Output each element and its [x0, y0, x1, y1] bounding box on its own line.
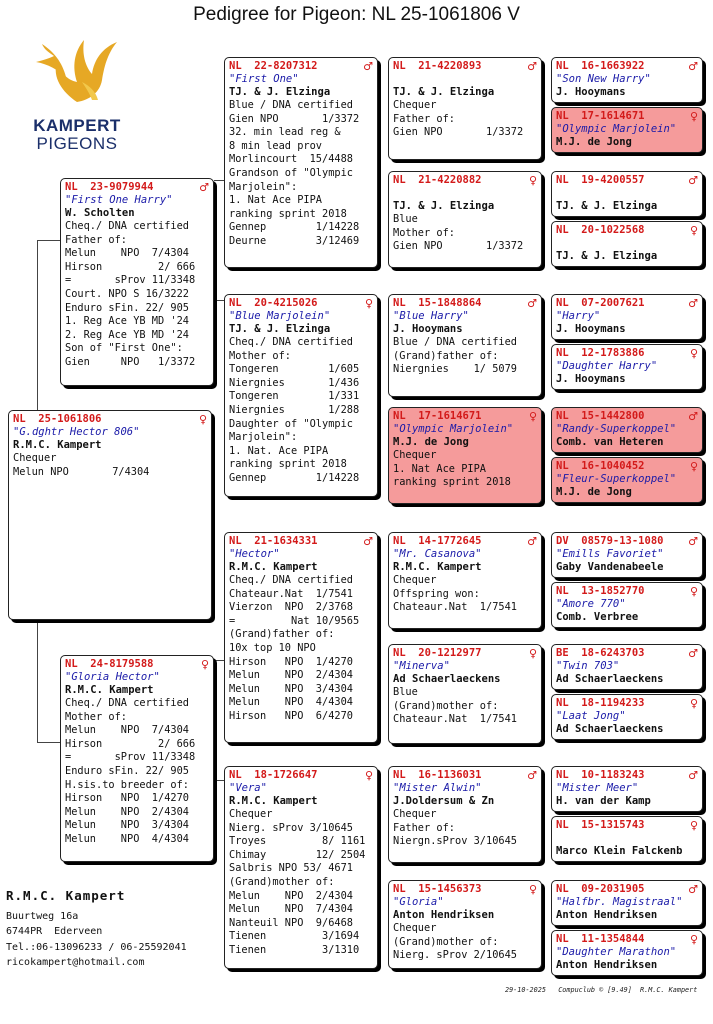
ring-number: NL 18-1726647 — [229, 769, 318, 781]
breeder-name: TJ. & J. Elzinga — [393, 86, 495, 98]
pigeon-info-line: Marjolein": — [229, 431, 298, 444]
pigeon-name: "First One Harry" — [65, 194, 173, 206]
sex-symbol-icon: ♀ — [200, 658, 209, 671]
pigeon-card[interactable] — [551, 816, 703, 862]
logo-text-kampert: KAMPERT — [33, 116, 121, 135]
pigeon-name: "Harry" — [556, 310, 601, 322]
pigeon-name: "G.dghtr Hector 806" — [13, 426, 140, 438]
pigeon-info-line: Melun NPO 7/4304 — [229, 903, 353, 916]
pigeon-card[interactable] — [388, 644, 542, 744]
card-header — [556, 297, 698, 310]
ring-number: NL 15-1315743 — [556, 819, 645, 831]
sex-symbol-icon: ♀ — [689, 110, 698, 123]
card-header — [65, 658, 209, 671]
pigeon-info-line: Father of: — [393, 112, 455, 125]
pigeon-card[interactable] — [551, 644, 703, 690]
ring-number: NL 14-1772645 — [393, 535, 482, 547]
pigeon-info-line: Blue / DNA certified — [229, 99, 353, 111]
card-header — [393, 174, 537, 187]
pigeon-name: "Mister Meer" — [556, 782, 639, 794]
breeder-name: J. Hooymans — [556, 323, 626, 335]
card-header — [393, 297, 537, 310]
connector-line — [37, 620, 38, 742]
pigeon-info-line: Tienen 3/1310 — [229, 943, 360, 956]
breeder-name: R.M.C. Kampert — [393, 561, 482, 573]
ring-number: NL 24-8179588 — [65, 658, 154, 670]
card-header — [65, 181, 209, 194]
owner-address-line: 6744PR Ederveen — [6, 926, 103, 938]
breeder-name: W. Scholten — [65, 207, 135, 219]
pigeon-info-line: Gennep 1/14228 — [229, 221, 360, 234]
pigeon-info-line: Chequer — [13, 452, 57, 464]
pigeon-info-line: Chequer — [393, 449, 437, 461]
connector-line — [214, 180, 224, 181]
pigeon-info-line: Troyes 8/ 1161 — [229, 835, 366, 848]
breeder-name: J. Hooymans — [556, 373, 626, 385]
ring-number: DV 08579-13-1080 — [556, 535, 664, 547]
breeder-name: Anton Hendriksen — [393, 909, 495, 921]
pigeon-card[interactable] — [60, 178, 214, 386]
pigeon-card[interactable] — [224, 532, 378, 743]
pigeon-info-line: Chequer — [393, 99, 437, 111]
pigeon-card[interactable] — [388, 766, 542, 863]
pigeon-name: "Mr. Casanova" — [393, 548, 482, 560]
pigeon-name: "Randy-Superkoppel" — [556, 423, 677, 435]
pigeon-info-line: Chateaur.Nat 1/7541 — [229, 587, 353, 600]
connector-line — [37, 240, 61, 241]
pigeon-info-line: (Grand)mother of: — [393, 699, 499, 712]
pigeon-name: "Halfbr. Magistraal" — [556, 896, 683, 908]
pigeon-info-line: = sProv 11/3348 — [65, 274, 196, 287]
footer-credit: 29-10-2025 Compuclub © [9.49] R.M.C. Kampert — [505, 986, 698, 994]
pigeon-info-line: Chequer — [393, 808, 437, 820]
pigeon-name: "Son New Harry" — [556, 73, 651, 85]
ring-number: NL 16-1040452 — [556, 460, 645, 472]
breeder-name: Anton Hendriksen — [556, 909, 658, 921]
connector-line — [214, 300, 224, 301]
card-header — [393, 647, 537, 660]
sex-symbol-icon: ♀ — [198, 413, 207, 426]
ring-number: NL 16-1663922 — [556, 60, 645, 72]
pigeon-name: "Laat Jong" — [556, 710, 626, 722]
sex-symbol-icon: ♂ — [199, 181, 209, 194]
pigeon-name: "Amore 770" — [556, 598, 626, 610]
breeder-name: M.J. de Jong — [393, 436, 469, 448]
breeder-name: Ad Schaerlaeckens — [393, 673, 501, 685]
pigeon-info-line: Chimay 12/ 2504 — [229, 848, 366, 861]
sex-symbol-icon: ♀ — [528, 174, 537, 187]
pigeon-name: "Olympic Marjolein" — [393, 423, 514, 435]
pigeon-info-line: Tongeren 1/331 — [229, 390, 360, 403]
pigeon-name: "Fleur-Superkoppel" — [556, 473, 677, 485]
card-header — [229, 297, 373, 310]
ring-number: NL 07-2007621 — [556, 297, 645, 309]
pigeon-name: "Gloria" — [393, 896, 444, 908]
sex-symbol-icon: ♂ — [688, 410, 698, 423]
pigeon-info-line: Cheq./ DNA certified — [229, 336, 353, 348]
pigeon-card[interactable] — [388, 294, 542, 397]
sex-symbol-icon: ♀ — [689, 697, 698, 710]
pigeon-card[interactable] — [551, 582, 703, 628]
sex-symbol-icon: ♀ — [689, 933, 698, 946]
pigeon-name-empty — [393, 187, 537, 200]
breeder-name: Comb. van Heteren — [556, 436, 664, 448]
sex-symbol-icon: ♀ — [689, 819, 698, 832]
card-header — [393, 60, 537, 73]
card-header — [556, 110, 698, 123]
pigeon-info-line: Gien NPO 1/3372 — [393, 240, 524, 253]
pigeon-card[interactable] — [551, 930, 703, 976]
sex-symbol-icon: ♂ — [688, 647, 698, 660]
pigeon-name: "Blue Harry" — [393, 310, 469, 322]
pigeon-info-line: Melun NPO 3/4304 — [65, 819, 189, 832]
breeder-name: TJ. & J. Elzinga — [556, 250, 658, 262]
pigeon-info-line: Marjolein": — [229, 180, 298, 193]
pigeon-info-line: Cheq./ DNA certified — [229, 574, 353, 586]
pigeon-info-line: Court. NPO S 16/3222 — [65, 287, 189, 300]
pigeon-card[interactable] — [60, 655, 214, 862]
ring-number: NL 13-1852770 — [556, 585, 645, 597]
ring-number: NL 12-1783886 — [556, 347, 645, 359]
card-header — [556, 933, 698, 946]
bird-icon — [22, 22, 132, 112]
owner-block — [6, 888, 216, 971]
pigeon-info-line: (Grand)mother of: — [393, 935, 499, 948]
breeder-name: J.Doldersum & Zn — [393, 795, 495, 807]
sex-symbol-icon: ♂ — [688, 60, 698, 73]
pigeon-info-line: Enduro sFin. 22/ 905 — [65, 301, 189, 314]
ring-number: NL 15-1456373 — [393, 883, 482, 895]
sex-symbol-icon: ♂ — [363, 60, 373, 73]
sex-symbol-icon: ♂ — [527, 60, 537, 73]
sex-symbol-icon: ♀ — [528, 410, 537, 423]
pigeon-name: "Minerva" — [393, 660, 450, 672]
card-header — [556, 769, 698, 782]
pigeon-info-line: Hirson 2/ 666 — [65, 737, 196, 750]
pigeon-card[interactable] — [551, 766, 703, 812]
sex-symbol-icon: ♂ — [363, 535, 373, 548]
pigeon-info-line: 1. Nat. Ace PIPA — [229, 444, 329, 457]
sex-symbol-icon: ♂ — [688, 883, 698, 896]
ring-number: NL 19-4200557 — [556, 174, 645, 186]
breeder-name: R.M.C. Kampert — [65, 684, 154, 696]
pigeon-info-line: Chequer — [393, 574, 437, 586]
card-header — [393, 883, 537, 896]
pigeon-info-line: Melun NPO 2/4304 — [229, 669, 353, 682]
pigeon-info-line: 8 min lead prov — [229, 139, 322, 152]
card-header — [556, 585, 698, 598]
sex-symbol-icon: ♂ — [527, 769, 537, 782]
pigeon-info-line: Father of: — [65, 233, 127, 246]
pigeon-name: "Twin 703" — [556, 660, 620, 672]
breeder-name: J. Hooymans — [556, 86, 626, 98]
pigeon-info-line: Hirson NPO 1/4270 — [229, 655, 353, 668]
ring-number: NL 17-1614671 — [556, 110, 645, 122]
pigeon-name-empty — [556, 832, 698, 845]
pigeon-info-line: Chequer — [393, 922, 437, 934]
ring-number: NL 10-1183243 — [556, 769, 645, 781]
pigeon-card[interactable] — [551, 221, 703, 267]
pigeon-card[interactable] — [551, 57, 703, 103]
sex-symbol-icon: ♂ — [688, 535, 698, 548]
pigeon-info-line: Gien NPO 1/3372 — [65, 355, 196, 368]
pigeon-info-line: 2. Reg Ace YB MD '24 — [65, 328, 189, 341]
breeder-name: TJ. & J. Elzinga — [229, 86, 331, 98]
breeder-name: Ad Schaerlaeckens — [556, 723, 664, 735]
ring-number: NL 22-8207312 — [229, 60, 318, 72]
pigeon-info-line: ranking sprint 2018 — [229, 207, 347, 220]
pigeon-name: "Gloria Hector" — [65, 671, 160, 683]
pigeon-info-line: Blue / DNA certified — [393, 336, 517, 348]
pigeon-info-line: Cheq./ DNA certified — [65, 220, 189, 232]
ring-number: NL 15-1442800 — [556, 410, 645, 422]
pigeon-name: "Daughter Marathon" — [556, 946, 677, 958]
pigeon-card[interactable] — [388, 880, 542, 969]
pigeon-card[interactable] — [551, 694, 703, 740]
pigeon-info-line: Son of "First One": — [65, 342, 183, 355]
card-header — [556, 410, 698, 423]
card-header — [393, 769, 537, 782]
pigeon-card[interactable] — [551, 344, 703, 390]
pigeon-info-line: Niergn.sProv 3/10645 — [393, 835, 517, 848]
sex-symbol-icon: ♀ — [364, 297, 373, 310]
pigeon-info-line: = sProv 11/3348 — [65, 751, 196, 764]
sex-symbol-icon: ♂ — [688, 297, 698, 310]
ring-number: NL 21-4220882 — [393, 174, 482, 186]
pigeon-info-line: Blue — [393, 213, 418, 225]
ring-number: NL 21-1634331 — [229, 535, 318, 547]
pigeon-card[interactable] — [551, 107, 703, 153]
pigeon-info-line: Chateaur.Nat 1/7541 — [393, 601, 517, 614]
breeder-name: Ad Schaerlaeckens — [556, 673, 664, 685]
card-header — [556, 819, 698, 832]
pigeon-info-line: Mother of: — [393, 226, 455, 239]
breeder-name: R.M.C. Kampert — [13, 439, 102, 451]
sex-symbol-icon: ♀ — [689, 347, 698, 360]
card-header — [556, 224, 698, 237]
pigeon-name: "Daughter Harry" — [556, 360, 658, 372]
pigeon-card[interactable] — [388, 171, 542, 268]
pigeon-info-line: Melun NPO 7/4304 — [65, 724, 189, 737]
pigeon-name-empty — [556, 237, 698, 250]
sex-symbol-icon: ♂ — [688, 769, 698, 782]
breeder-name: M.J. de Jong — [556, 486, 632, 498]
pigeon-info-line: Melun NPO 2/4304 — [229, 889, 353, 902]
breeder-name: Marco Klein Falckenb — [556, 845, 683, 857]
ring-number: NL 20-4215026 — [229, 297, 318, 309]
pigeon-info-line: Blue — [393, 686, 418, 698]
card-header — [556, 460, 698, 473]
breeder-name: R.M.C. Kampert — [229, 561, 318, 573]
sex-symbol-icon: ♀ — [528, 647, 537, 660]
pigeon-info-line: Hirson NPO 6/4270 — [229, 709, 353, 722]
pigeon-card[interactable] — [551, 532, 703, 578]
ring-number: NL 16-1136031 — [393, 769, 482, 781]
pigeon-card[interactable] — [551, 171, 703, 217]
card-header — [556, 535, 698, 548]
pigeon-info-line: 1. Nat Ace PIPA — [229, 194, 322, 207]
pigeon-info-line: 32. min lead reg & — [229, 126, 341, 139]
breeder-name: Gaby Vandenabeele — [556, 561, 664, 573]
pigeon-info-line: Niergnies 1/ 5079 — [393, 363, 517, 376]
pigeon-info-line: Niergnies 1/436 — [229, 376, 360, 389]
card-header — [556, 60, 698, 73]
pigeon-info-line: Salbris NPO 53/ 4671 — [229, 862, 353, 875]
owner-name: R.M.C. Kampert — [6, 888, 126, 903]
card-header — [229, 60, 373, 73]
card-header — [556, 883, 698, 896]
card-header — [393, 410, 537, 423]
pigeon-info-line: Mother of: — [65, 710, 127, 723]
card-header — [229, 535, 373, 548]
pigeon-info-line: 10x top 10 NPO — [229, 641, 316, 654]
pigeon-info-line: Offspring won: — [393, 587, 480, 600]
ring-number: NL 17-1614671 — [393, 410, 482, 422]
sex-symbol-icon: ♀ — [364, 769, 373, 782]
owner-phone: Tel.:06-13096233 / 06-25592041 — [6, 941, 187, 953]
breeder-name: TJ. & J. Elzinga — [556, 200, 658, 212]
pigeon-info-line: Hirson 2/ 666 — [65, 260, 196, 273]
card-header — [13, 413, 207, 426]
pigeon-name: "Vera" — [229, 782, 267, 794]
pigeon-card[interactable] — [224, 766, 378, 969]
pigeon-info-line: Gien NPO 1/3372 — [393, 126, 524, 139]
pigeon-info-line: Melun NPO 7/4304 — [65, 247, 189, 260]
pigeon-info-line: Melun NPO 4/4304 — [65, 832, 189, 845]
ring-number: NL 20-1212977 — [393, 647, 482, 659]
breeder-name: R.M.C. Kampert — [229, 795, 318, 807]
pigeon-info-line: Melun NPO 7/4304 — [13, 465, 150, 478]
pigeon-info-line: Enduro sFin. 22/ 905 — [65, 764, 189, 777]
pigeon-info-line: Father of: — [393, 821, 455, 834]
sex-symbol-icon: ♀ — [689, 585, 698, 598]
ring-number: NL 15-1848864 — [393, 297, 482, 309]
pigeon-info-line: Tienen 3/1694 — [229, 930, 360, 943]
pigeon-name: "Mister Alwin" — [393, 782, 482, 794]
pigeon-name-empty — [556, 187, 698, 200]
sex-symbol-icon: ♀ — [528, 883, 537, 896]
pigeon-info-line: Chequer — [229, 808, 273, 820]
pigeon-info-line: Cheq./ DNA certified — [65, 697, 189, 709]
sex-symbol-icon: ♀ — [689, 224, 698, 237]
owner-email[interactable]: ricokampert@hotmail.com — [6, 957, 145, 969]
pigeon-info-line: = Nat 10/9565 — [229, 614, 360, 627]
pigeon-info-line: Nierg. sProv 3/10645 — [229, 821, 353, 834]
pigeon-name: "First One" — [229, 73, 299, 85]
pigeon-card[interactable] — [224, 57, 378, 268]
kampert-logo — [22, 22, 132, 152]
ring-number: NL 23-9079944 — [65, 181, 154, 193]
pigeon-card[interactable] — [8, 410, 212, 620]
ring-number: NL 25-1061806 — [13, 413, 102, 425]
pigeon-info-line: Vierzon NPO 2/3768 — [229, 601, 353, 614]
sex-symbol-icon: ♂ — [527, 535, 537, 548]
pigeon-info-line: Mother of: — [229, 349, 291, 362]
pigeon-card[interactable] — [551, 880, 703, 926]
card-header — [393, 535, 537, 548]
pigeon-name: "Olympic Marjolein" — [556, 123, 677, 135]
logo-text-pigeons: PIGEONS — [36, 134, 118, 153]
pigeon-info-line: Hirson NPO 1/4270 — [65, 792, 189, 805]
pigeon-info-line: Daughter of "Olympic — [229, 417, 353, 430]
sex-symbol-icon: ♂ — [527, 297, 537, 310]
connector-line — [37, 742, 61, 743]
pigeon-info-line: Melun NPO 2/4304 — [65, 805, 189, 818]
breeder-name: M.J. de Jong — [556, 136, 632, 148]
pigeon-info-line: Niergnies 1/288 — [229, 403, 360, 416]
pigeon-info-line: Nanteuil NPO 9/6468 — [229, 916, 353, 929]
pigeon-info-line: (Grand)father of: — [229, 628, 335, 641]
pigeon-name-empty — [393, 73, 537, 86]
pigeon-card[interactable] — [551, 407, 703, 453]
ring-number: NL 20-1022568 — [556, 224, 645, 236]
breeder-name: Anton Hendriksen — [556, 959, 658, 971]
breeder-name: J. Hooymans — [393, 323, 463, 335]
pigeon-name: "Blue Marjolein" — [229, 310, 331, 322]
pigeon-info-line: Melun NPO 3/4304 — [229, 682, 353, 695]
breeder-name: Comb. Verbree — [556, 611, 639, 623]
pigeon-info-line: Nierg. sProv 2/10645 — [393, 949, 517, 962]
ring-number: NL 09-2031905 — [556, 883, 645, 895]
pigeon-info-line: Gien NPO 1/3372 — [229, 112, 360, 125]
pigeon-info-line: Tongeren 1/605 — [229, 363, 360, 376]
pigeon-info-line: Melun NPO 4/4304 — [229, 696, 353, 709]
pigeon-info-line: Grandson of "Olympic — [229, 166, 353, 179]
breeder-name: H. van der Kamp — [556, 795, 651, 807]
pigeon-info-line: Deurne 3/12469 — [229, 234, 360, 247]
pigeon-card[interactable] — [388, 532, 542, 629]
page-title: Pedigree for Pigeon: NL 25-1061806 V — [193, 4, 520, 25]
pigeon-card[interactable] — [388, 407, 542, 504]
ring-number: BE 18-6243703 — [556, 647, 645, 659]
card-header — [229, 769, 373, 782]
pigeon-name: "Hector" — [229, 548, 280, 560]
pigeon-card[interactable] — [388, 57, 542, 160]
breeder-name: TJ. & J. Elzinga — [229, 323, 331, 335]
pigeon-info-line: Chateaur.Nat 1/7541 — [393, 713, 517, 726]
card-header — [556, 174, 698, 187]
pigeon-info-line: ranking sprint 2018 — [393, 476, 511, 489]
breeder-name: TJ. & J. Elzinga — [393, 200, 495, 212]
connector-line — [214, 660, 224, 661]
sex-symbol-icon: ♀ — [689, 460, 698, 473]
pigeon-info-line: 1. Reg Ace YB MD '24 — [65, 315, 189, 328]
pigeon-info-line: (Grand)mother of: — [229, 875, 335, 888]
pigeon-card[interactable] — [551, 457, 703, 503]
ring-number: NL 18-1194233 — [556, 697, 645, 709]
card-header — [556, 347, 698, 360]
sex-symbol-icon: ♂ — [688, 174, 698, 187]
ring-number: NL 11-1354844 — [556, 933, 645, 945]
connector-line — [214, 780, 224, 781]
pigeon-info-line: 1. Nat Ace PIPA — [393, 462, 486, 475]
pigeon-info-line: Gennep 1/14228 — [229, 471, 360, 484]
pigeon-info-line: Morlincourt 15/4488 — [229, 153, 353, 166]
pigeon-info-line: ranking sprint 2018 — [229, 458, 347, 471]
ring-number: NL 21-4220893 — [393, 60, 482, 72]
pigeon-name: "Emills Favoriet" — [556, 548, 664, 560]
owner-address-line: Buurtweg 16a — [6, 911, 79, 922]
card-header — [556, 697, 698, 710]
pigeon-info-line: (Grand)father of: — [393, 349, 499, 362]
pigeon-info-line: H.sis.to breeder of: — [65, 778, 189, 791]
connector-line — [37, 240, 38, 410]
card-header — [556, 647, 698, 660]
pigeon-card[interactable] — [551, 294, 703, 340]
pigeon-card[interactable] — [224, 294, 378, 497]
